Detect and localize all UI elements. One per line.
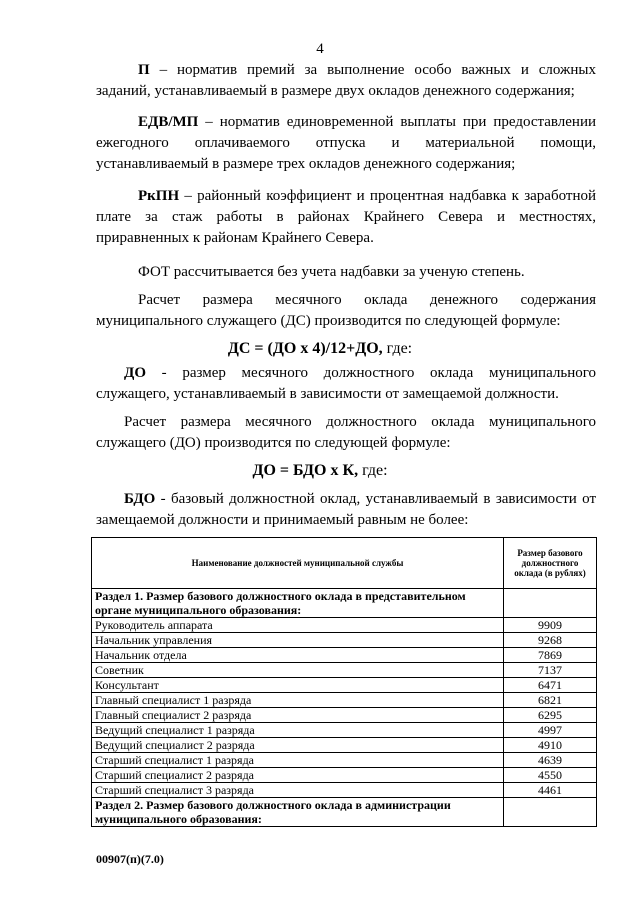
term-p: П	[138, 62, 150, 78]
position-cell: Начальник отдела	[92, 648, 504, 663]
table-row	[92, 633, 597, 648]
header-position: Наименование должностей муниципальной службы	[92, 538, 504, 589]
position-cell: Советник	[92, 663, 504, 678]
table-row	[92, 768, 597, 783]
table-row	[92, 738, 597, 753]
term-rkpn: РкПН	[138, 188, 180, 204]
table-row	[92, 723, 597, 738]
formula-ds-expr: ДС = (ДО х 4)/12+ДО,	[227, 340, 383, 357]
position-cell: Консультант	[92, 678, 504, 693]
formula-do-suffix: где:	[358, 462, 388, 479]
section-title: Раздел 1. Размер базового должностного оклада в представительном органе муниципального образования:	[92, 589, 504, 618]
table-row	[92, 663, 597, 678]
table-row	[92, 618, 597, 633]
table-row	[92, 708, 597, 723]
table-row	[92, 678, 597, 693]
table-row	[92, 753, 597, 768]
salary-cell: 4461	[504, 783, 597, 798]
position-cell: Ведущий специалист 2 разряда	[92, 738, 504, 753]
formula-do-expr: ДО = БДО х К,	[252, 462, 359, 479]
paragraph-bdo-text: - базовый должностной оклад, устанавливаемый в зависимости от замещаемой должности и принимаемый равным не более:	[96, 491, 596, 528]
paragraph-edv-text: – норматив единовременной выплаты при предоставлении ежегодного оплачиваемого отпуска и материальной помощи, устанавливаемый в размере трех окладов денежного содержания;	[96, 114, 596, 172]
salary-cell: 4910	[504, 738, 597, 753]
table-header-row	[92, 538, 597, 589]
formula-ds	[0, 340, 640, 358]
paragraph-rkpn	[96, 186, 596, 249]
term-edv: ЕДВ/МП	[138, 114, 199, 130]
position-cell: Начальник управления	[92, 633, 504, 648]
paragraph-bdo	[96, 489, 596, 531]
section-row	[92, 798, 597, 827]
position-cell: Главный специалист 2 разряда	[92, 708, 504, 723]
salary-cell: 6295	[504, 708, 597, 723]
term-bdo: БДО	[124, 491, 156, 507]
salary-cell: 9909	[504, 618, 597, 633]
table-row	[92, 783, 597, 798]
position-cell: Старший специалист 2 разряда	[92, 768, 504, 783]
section-row	[92, 589, 597, 618]
position-cell: Ведущий специалист 1 разряда	[92, 723, 504, 738]
section-title: Раздел 2. Размер базового должностного оклада в администрации муниципального образования:	[92, 798, 504, 827]
paragraph-fot: ФОТ рассчитывается без учета надбавки за ученую степень.	[138, 264, 525, 280]
salary-cell: 6471	[504, 678, 597, 693]
paragraph-edv	[96, 112, 596, 175]
section-empty-cell	[504, 589, 597, 618]
salary-cell: 7137	[504, 663, 597, 678]
paragraph-p	[96, 60, 596, 102]
salary-cell: 6821	[504, 693, 597, 708]
salary-cell: 4639	[504, 753, 597, 768]
paragraph-do-text: - размер месячного должностного оклада муниципального служащего, устанавливаемый в зависимости от замещаемой должности.	[96, 365, 596, 402]
document-code: 00907(п)(7.0)	[96, 852, 164, 866]
paragraph-do-intro: Расчет размера месячного должностного оклада муниципального служащего (ДО) производится по следующей формуле:	[96, 414, 596, 451]
salary-table	[91, 537, 597, 827]
salary-cell: 4997	[504, 723, 597, 738]
salary-cell: 7869	[504, 648, 597, 663]
salary-cell: 4550	[504, 768, 597, 783]
position-cell: Старший специалист 1 разряда	[92, 753, 504, 768]
position-cell: Руководитель аппарата	[92, 618, 504, 633]
page-number: 4	[316, 41, 324, 57]
table-row	[92, 693, 597, 708]
table-row	[92, 648, 597, 663]
paragraph-rkpn-text: – районный коэффициент и процентная надбавка к заработной плате за стаж работы в районах Крайнего Севера и местностях, приравненных к районам Крайнего Севера.	[96, 188, 596, 246]
paragraph-ds-intro: Расчет размера месячного оклада денежного содержания муниципального служащего (ДС) производится по следующей формуле:	[96, 292, 596, 329]
paragraph-do	[96, 363, 596, 405]
term-do: ДО	[124, 365, 146, 381]
salary-cell: 9268	[504, 633, 597, 648]
section-empty-cell	[504, 798, 597, 827]
position-cell: Старший специалист 3 разряда	[92, 783, 504, 798]
paragraph-p-text: – норматив премий за выполнение особо важных и сложных заданий, устанавливаемый в размере двух окладов денежного содержания;	[96, 62, 596, 99]
position-cell: Главный специалист 1 разряда	[92, 693, 504, 708]
formula-do	[0, 462, 640, 480]
header-salary: Размер базового должностного оклада (в рублях)	[504, 538, 597, 589]
formula-ds-suffix: где:	[382, 340, 413, 357]
